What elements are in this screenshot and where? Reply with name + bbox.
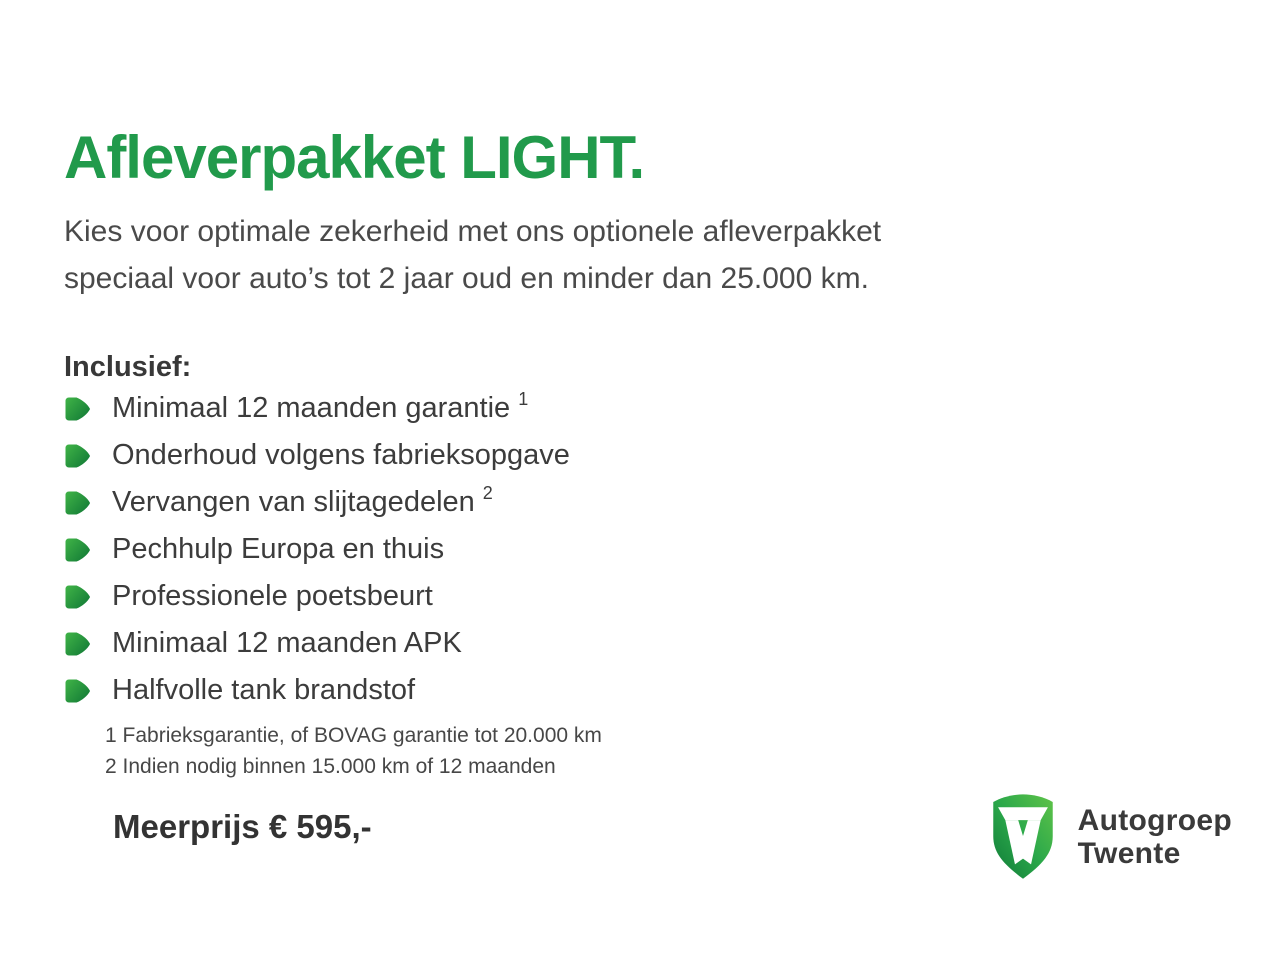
page-title: Afleverpakket LIGHT.: [64, 124, 645, 191]
list-item: [64, 620, 881, 667]
footnote-1: 1 Fabrieksgarantie, of BOVAG garantie tot 20.000 km: [105, 724, 602, 747]
logo-line-2: Twente: [1077, 837, 1181, 870]
list-item-label: Halfvolle tank brandstof: [112, 674, 416, 706]
bullet-arrow-icon: [64, 396, 93, 422]
list-item: [64, 573, 881, 620]
list-item: [64, 479, 881, 526]
list-item-label: Minimaal 12 maanden garantie: [112, 392, 511, 424]
bullet-arrow-icon: [64, 443, 93, 469]
intro-line-2: speciaal voor auto’s tot 2 jaar oud en minder dan 25.000 km.: [64, 262, 869, 295]
intro-line-1: Kies voor optimale zekerheid met ons optionele afleverpakket: [64, 215, 882, 248]
bullet-arrow-icon: [64, 490, 93, 516]
footnotes: [105, 720, 881, 782]
list-item-label: Vervangen van slijtagedelen: [112, 486, 475, 518]
list-item: [64, 526, 881, 573]
bullet-arrow-icon: [64, 584, 93, 610]
logo-wordmark: [1078, 804, 1232, 870]
footnote-marker: 2: [482, 483, 493, 503]
bullet-arrow-icon: [64, 631, 93, 657]
list-item: [64, 385, 881, 432]
list-item: [64, 432, 881, 479]
footnote-2: 2 Indien nodig binnen 15.000 km of 12 maanden: [105, 755, 556, 778]
logo-line-1: Autogroep: [1077, 804, 1232, 837]
feature-list: [64, 385, 881, 714]
list-item-label: Pechhulp Europa en thuis: [112, 533, 445, 565]
list-item: [64, 667, 881, 714]
bullet-arrow-icon: [64, 537, 93, 563]
content-column: [64, 124, 882, 846]
list-heading: Inclusief:: [64, 351, 192, 383]
bullet-arrow-icon: [64, 678, 93, 704]
shield-a-logo-icon: [982, 792, 1064, 882]
list-item-label: Minimaal 12 maanden APK: [112, 627, 462, 659]
autogroep-twente-logo: [982, 792, 1232, 882]
footnote-marker: 1: [518, 389, 529, 409]
intro-text: [64, 208, 881, 302]
list-item-label: Onderhoud volgens fabrieksopgave: [112, 439, 570, 471]
list-item-label: Professionele poetsbeurt: [112, 580, 433, 612]
price-line: Meerprijs € 595,-: [113, 808, 372, 845]
